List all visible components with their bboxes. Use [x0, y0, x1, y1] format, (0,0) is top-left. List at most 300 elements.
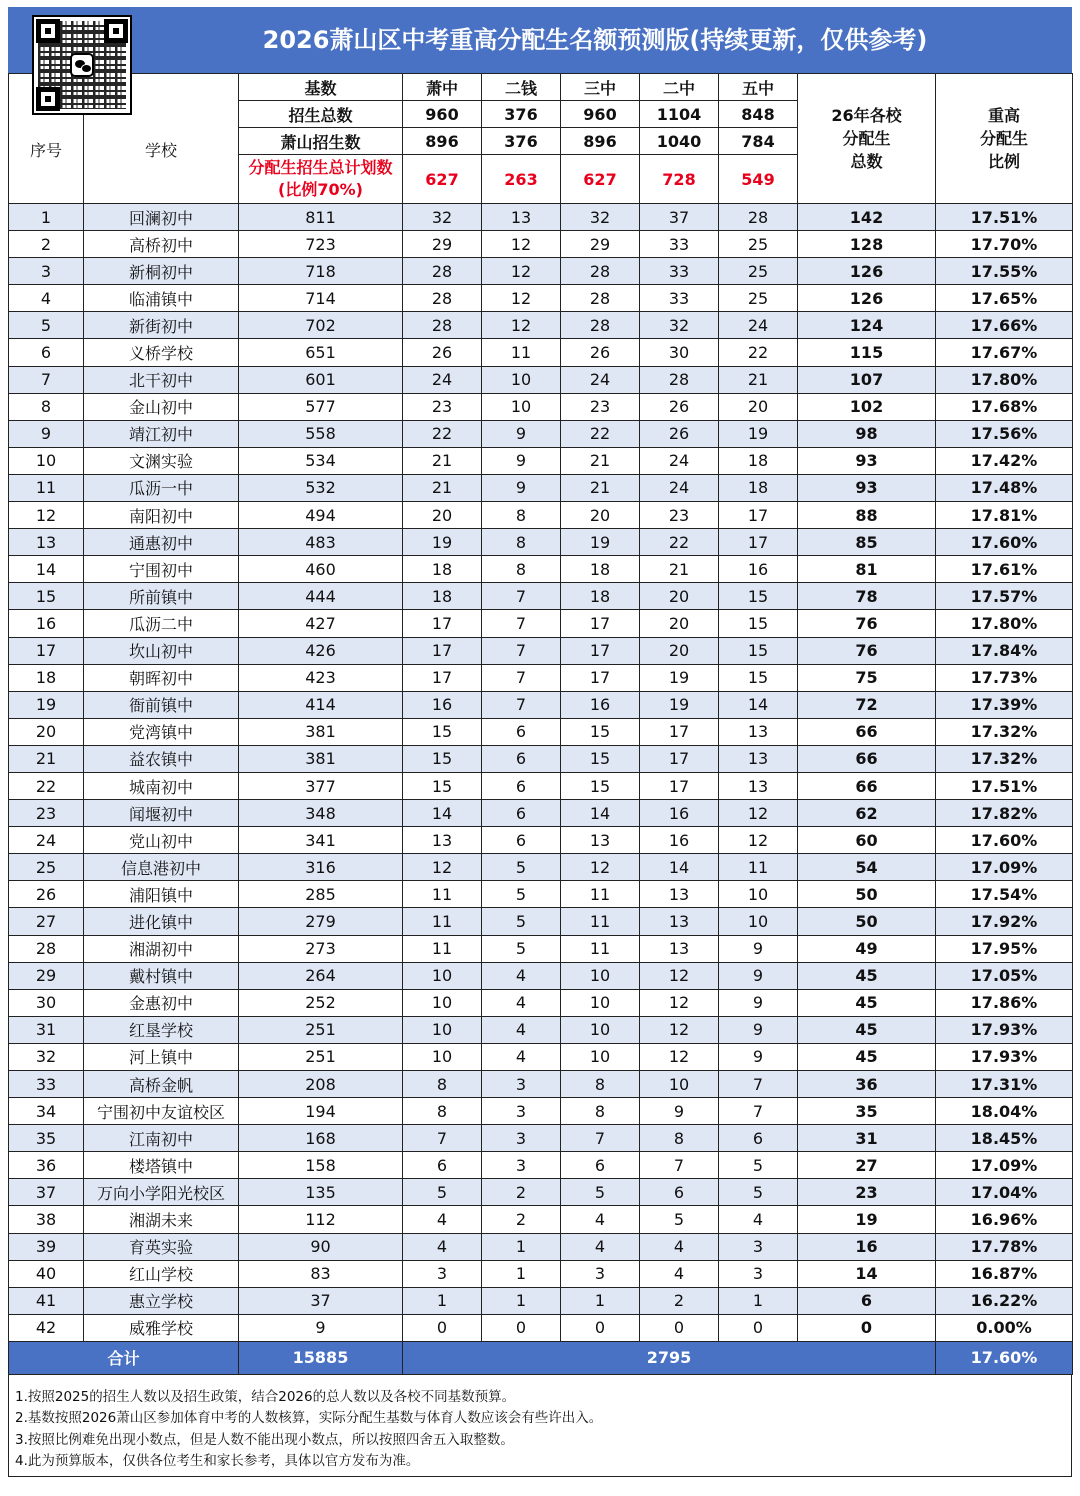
quota-cell: 15	[561, 772, 640, 799]
base-count: 90	[239, 1233, 403, 1260]
quota-table	[8, 73, 1073, 1375]
school-ratio: 17.68%	[936, 393, 1073, 420]
school-name: 威雅学校	[84, 1314, 239, 1341]
quota-cell: 17	[719, 529, 798, 556]
quota-cell: 19	[640, 691, 719, 718]
base-count: 279	[239, 908, 403, 935]
quota-cell: 12	[719, 800, 798, 827]
school-total: 124	[798, 312, 936, 339]
school-name: 江南初中	[84, 1125, 239, 1152]
quota-cell: 8	[561, 1098, 640, 1125]
school-total: 0	[798, 1314, 936, 1341]
note-line: 4.此为预算版本，仅供各位考生和家长参考，具体以官方发布为准。	[15, 1453, 420, 1470]
quota-cell: 4	[403, 1206, 482, 1233]
row-number: 33	[9, 1071, 84, 1098]
base-count: 264	[239, 962, 403, 989]
row-number: 40	[9, 1260, 84, 1287]
table-row	[9, 1098, 1073, 1125]
quota-cell: 17	[561, 610, 640, 637]
row-number: 37	[9, 1179, 84, 1206]
school-header-2: 三中	[561, 74, 640, 101]
base-count: 251	[239, 1043, 403, 1070]
quota-cell: 5	[640, 1206, 719, 1233]
quota-cell: 16	[640, 800, 719, 827]
school-total: 76	[798, 610, 936, 637]
table-row	[9, 691, 1073, 718]
quota-cell: 12	[482, 231, 561, 258]
school-name: 衙前镇中	[84, 691, 239, 718]
school-ratio: 17.31%	[936, 1071, 1073, 1098]
quota-cell: 4	[561, 1233, 640, 1260]
row-number: 28	[9, 935, 84, 962]
quota-cell: 9	[719, 1043, 798, 1070]
quota-cell: 2	[482, 1206, 561, 1233]
quota-cell: 5	[482, 935, 561, 962]
quota-cell: 5	[482, 854, 561, 881]
school-ratio: 17.81%	[936, 502, 1073, 529]
school-name: 红山学校	[84, 1260, 239, 1287]
quota-cell: 22	[403, 420, 482, 447]
quota-cell: 19	[403, 529, 482, 556]
quota-cell: 20	[719, 393, 798, 420]
row-number: 41	[9, 1287, 84, 1314]
plan-value: 263	[482, 155, 561, 204]
base-count: 381	[239, 745, 403, 772]
table-row	[9, 1125, 1073, 1152]
school-name: 北干初中	[84, 366, 239, 393]
table-row	[9, 204, 1073, 231]
school-name: 浦阳镇中	[84, 881, 239, 908]
school-ratio: 16.87%	[936, 1260, 1073, 1287]
quota-cell: 11	[561, 935, 640, 962]
row-number: 22	[9, 772, 84, 799]
quota-cell: 28	[403, 285, 482, 312]
school-name: 通惠初中	[84, 529, 239, 556]
quota-cell: 18	[403, 556, 482, 583]
quota-cell: 24	[719, 312, 798, 339]
school-total: 50	[798, 908, 936, 935]
row-number: 23	[9, 800, 84, 827]
school-total: 81	[798, 556, 936, 583]
quota-cell: 28	[403, 258, 482, 285]
summary-total: 2795	[403, 1341, 936, 1374]
school-ratio: 17.93%	[936, 1016, 1073, 1043]
quota-cell: 17	[640, 718, 719, 745]
quota-cell: 20	[403, 502, 482, 529]
quota-cell: 7	[482, 691, 561, 718]
school-name: 临浦镇中	[84, 285, 239, 312]
quota-cell: 19	[561, 529, 640, 556]
quota-cell: 11	[719, 854, 798, 881]
base-count: 714	[239, 285, 403, 312]
table-header	[9, 74, 1073, 204]
table-row	[9, 1016, 1073, 1043]
quota-cell: 6	[482, 745, 561, 772]
plan-value: 728	[640, 155, 719, 204]
school-total: 60	[798, 827, 936, 854]
quota-cell: 10	[719, 881, 798, 908]
base-count: 208	[239, 1071, 403, 1098]
quota-cell: 0	[640, 1314, 719, 1341]
quota-cell: 26	[403, 339, 482, 366]
row-number: 35	[9, 1125, 84, 1152]
quota-cell: 11	[403, 908, 482, 935]
quota-cell: 15	[403, 745, 482, 772]
quota-cell: 10	[403, 1016, 482, 1043]
quota-cell: 10	[561, 1016, 640, 1043]
quota-cell: 0	[482, 1314, 561, 1341]
table-row	[9, 772, 1073, 799]
school-ratio: 17.09%	[936, 854, 1073, 881]
quota-cell: 7	[719, 1098, 798, 1125]
quota-cell: 12	[482, 312, 561, 339]
quota-cell: 12	[640, 1043, 719, 1070]
qr-finder-icon	[36, 87, 60, 111]
base-count: 273	[239, 935, 403, 962]
row-number: 11	[9, 474, 84, 501]
quota-cell: 26	[640, 393, 719, 420]
quota-cell: 17	[561, 637, 640, 664]
quota-cell: 13	[561, 827, 640, 854]
qr-code-icon	[32, 15, 132, 115]
quota-cell: 13	[403, 827, 482, 854]
quota-cell: 21	[403, 447, 482, 474]
quota-cell: 25	[719, 285, 798, 312]
quota-cell: 9	[482, 474, 561, 501]
quota-cell: 7	[561, 1125, 640, 1152]
quota-cell: 9	[482, 447, 561, 474]
school-total: 50	[798, 881, 936, 908]
quota-cell: 14	[640, 854, 719, 881]
quota-cell: 4	[719, 1206, 798, 1233]
school-total: 78	[798, 583, 936, 610]
school-header-4: 五中	[719, 74, 798, 101]
quota-cell: 5	[482, 881, 561, 908]
plan-value: 549	[719, 155, 798, 204]
quota-cell: 8	[561, 1071, 640, 1098]
base-count: 811	[239, 204, 403, 231]
row-number: 7	[9, 366, 84, 393]
table-row	[9, 827, 1073, 854]
table-body	[9, 204, 1073, 1342]
school-name: 所前镇中	[84, 583, 239, 610]
row-number: 38	[9, 1206, 84, 1233]
school-ratio: 18.04%	[936, 1098, 1073, 1125]
quota-cell: 4	[482, 989, 561, 1016]
quota-cell: 12	[482, 285, 561, 312]
table-row	[9, 420, 1073, 447]
base-count: 534	[239, 447, 403, 474]
quota-cell: 10	[403, 989, 482, 1016]
school-name: 惠立学校	[84, 1287, 239, 1314]
school-ratio: 17.70%	[936, 231, 1073, 258]
quota-cell: 26	[561, 339, 640, 366]
quota-cell: 30	[640, 339, 719, 366]
quota-cell: 8	[482, 529, 561, 556]
quota-cell: 6	[403, 1152, 482, 1179]
quota-cell: 13	[640, 935, 719, 962]
quota-cell: 5	[719, 1152, 798, 1179]
school-header-3: 二中	[640, 74, 719, 101]
school-name: 回澜初中	[84, 204, 239, 231]
quota-cell: 3	[482, 1152, 561, 1179]
row-number: 39	[9, 1233, 84, 1260]
summary-base: 15885	[239, 1341, 403, 1374]
quota-cell: 16	[561, 691, 640, 718]
school-ratio: 17.80%	[936, 366, 1073, 393]
school-total: 54	[798, 854, 936, 881]
base-count: 723	[239, 231, 403, 258]
quota-cell: 17	[640, 745, 719, 772]
school-total: 14	[798, 1260, 936, 1287]
quota-cell: 19	[640, 664, 719, 691]
school-header-1: 二钱	[482, 74, 561, 101]
table-row	[9, 935, 1073, 962]
table-row	[9, 285, 1073, 312]
school-name: 宁围初中	[84, 556, 239, 583]
quota-cell: 8	[403, 1071, 482, 1098]
base-count: 414	[239, 691, 403, 718]
quota-cell: 16	[640, 827, 719, 854]
school-header-0: 萧中	[403, 74, 482, 101]
school-name: 益农镇中	[84, 745, 239, 772]
school-name: 党湾镇中	[84, 718, 239, 745]
quota-cell: 20	[640, 610, 719, 637]
base-count: 702	[239, 312, 403, 339]
school-ratio: 17.86%	[936, 989, 1073, 1016]
quota-cell: 18	[403, 583, 482, 610]
base-count: 251	[239, 1016, 403, 1043]
base-count: 316	[239, 854, 403, 881]
quota-cell: 4	[482, 1043, 561, 1070]
school-ratio: 17.42%	[936, 447, 1073, 474]
quota-cell: 6	[482, 827, 561, 854]
base-count: 426	[239, 637, 403, 664]
quota-cell: 16	[719, 556, 798, 583]
school-ratio: 17.48%	[936, 474, 1073, 501]
base-count: 341	[239, 827, 403, 854]
quota-cell: 18	[561, 556, 640, 583]
quota-cell: 24	[640, 474, 719, 501]
base-header: 基数	[239, 74, 403, 101]
table-row	[9, 474, 1073, 501]
quota-cell: 7	[482, 610, 561, 637]
school-total: 45	[798, 1016, 936, 1043]
row-number: 18	[9, 664, 84, 691]
quota-cell: 0	[561, 1314, 640, 1341]
quota-cell: 0	[719, 1314, 798, 1341]
school-name: 宁围初中友谊校区	[84, 1098, 239, 1125]
school-total: 49	[798, 935, 936, 962]
school-name: 高桥金帆	[84, 1071, 239, 1098]
school-total: 107	[798, 366, 936, 393]
quota-cell: 5	[719, 1179, 798, 1206]
row-number: 26	[9, 881, 84, 908]
quota-cell: 13	[482, 204, 561, 231]
table-row	[9, 447, 1073, 474]
school-name: 金山初中	[84, 393, 239, 420]
quota-cell: 3	[719, 1233, 798, 1260]
quota-cell: 13	[719, 772, 798, 799]
base-count: 348	[239, 800, 403, 827]
school-ratio: 17.32%	[936, 745, 1073, 772]
school-total: 93	[798, 447, 936, 474]
quota-cell: 32	[640, 312, 719, 339]
row-number: 32	[9, 1043, 84, 1070]
school-name: 河上镇中	[84, 1043, 239, 1070]
school-ratio: 16.96%	[936, 1206, 1073, 1233]
quota-cell: 21	[640, 556, 719, 583]
summary-row	[9, 1341, 1073, 1374]
base-count: 377	[239, 772, 403, 799]
base-count: 494	[239, 502, 403, 529]
school-name: 戴村镇中	[84, 962, 239, 989]
school-total: 93	[798, 474, 936, 501]
quota-cell: 10	[640, 1071, 719, 1098]
quota-cell: 26	[640, 420, 719, 447]
quota-cell: 29	[403, 231, 482, 258]
row-number: 20	[9, 718, 84, 745]
quota-cell: 21	[561, 474, 640, 501]
quota-cell: 16	[403, 691, 482, 718]
school-name: 城南初中	[84, 772, 239, 799]
base-count: 194	[239, 1098, 403, 1125]
quota-cell: 9	[719, 962, 798, 989]
row-number: 16	[9, 610, 84, 637]
quota-cell: 11	[482, 339, 561, 366]
row-number: 27	[9, 908, 84, 935]
row-number: 15	[9, 583, 84, 610]
quota-cell: 8	[482, 556, 561, 583]
quota-cell: 14	[561, 800, 640, 827]
quota-cell: 23	[561, 393, 640, 420]
quota-cell: 11	[561, 908, 640, 935]
quota-cell: 20	[640, 637, 719, 664]
quota-cell: 8	[640, 1125, 719, 1152]
school-ratio: 17.95%	[936, 935, 1073, 962]
quota-cell: 22	[640, 529, 719, 556]
quota-cell: 13	[640, 881, 719, 908]
base-count: 718	[239, 258, 403, 285]
school-total: 75	[798, 664, 936, 691]
school-ratio: 18.45%	[936, 1125, 1073, 1152]
quota-cell: 3	[403, 1260, 482, 1287]
quota-cell: 12	[640, 1016, 719, 1043]
school-total: 66	[798, 718, 936, 745]
base-count: 285	[239, 881, 403, 908]
base-count: 532	[239, 474, 403, 501]
quota-cell: 8	[403, 1098, 482, 1125]
quota-cell: 1	[482, 1287, 561, 1314]
quota-cell: 19	[719, 420, 798, 447]
row-number: 1	[9, 204, 84, 231]
school-total: 45	[798, 962, 936, 989]
quota-cell: 28	[403, 312, 482, 339]
quota-cell: 13	[719, 745, 798, 772]
school-total: 19	[798, 1206, 936, 1233]
row-number: 4	[9, 285, 84, 312]
quota-cell: 21	[719, 366, 798, 393]
quota-cell: 7	[403, 1125, 482, 1152]
table-row	[9, 800, 1073, 827]
school-ratio: 17.04%	[936, 1179, 1073, 1206]
row-number: 31	[9, 1016, 84, 1043]
school-name: 南阳初中	[84, 502, 239, 529]
school-ratio: 0.00%	[936, 1314, 1073, 1341]
quota-cell: 1	[482, 1260, 561, 1287]
quota-cell: 12	[561, 854, 640, 881]
school-name: 红垦学校	[84, 1016, 239, 1043]
qr-finder-icon	[36, 19, 60, 43]
school-total: 36	[798, 1071, 936, 1098]
base-count: 558	[239, 420, 403, 447]
summary-label: 合计	[9, 1341, 239, 1374]
quota-cell: 11	[561, 881, 640, 908]
school-ratio: 17.51%	[936, 204, 1073, 231]
quota-cell: 4	[482, 1016, 561, 1043]
school-total: 76	[798, 637, 936, 664]
quota-cell: 15	[403, 772, 482, 799]
qr-finder-icon	[104, 19, 128, 43]
school-name: 朝晖初中	[84, 664, 239, 691]
school-total: 115	[798, 339, 936, 366]
table-row	[9, 637, 1073, 664]
school-name: 湘湖初中	[84, 935, 239, 962]
base-count: 252	[239, 989, 403, 1016]
quota-cell: 2	[482, 1179, 561, 1206]
row-number: 12	[9, 502, 84, 529]
quota-cell: 28	[561, 258, 640, 285]
base-count: 135	[239, 1179, 403, 1206]
school-name: 瓜沥二中	[84, 610, 239, 637]
base-count: 112	[239, 1206, 403, 1233]
quota-cell: 6	[482, 718, 561, 745]
school-total: 126	[798, 258, 936, 285]
quota-cell: 37	[640, 204, 719, 231]
plan-value: 627	[403, 155, 482, 204]
quota-cell: 18	[561, 583, 640, 610]
quota-cell: 12	[640, 989, 719, 1016]
school-total: 27	[798, 1152, 936, 1179]
table-row	[9, 529, 1073, 556]
quota-cell: 28	[561, 312, 640, 339]
quota-cell: 4	[482, 962, 561, 989]
school-name: 义桥学校	[84, 339, 239, 366]
table-row	[9, 1152, 1073, 1179]
quota-cell: 6	[719, 1125, 798, 1152]
notes	[8, 1375, 1072, 1477]
xs-enroll-value: 896	[561, 128, 640, 155]
base-count: 158	[239, 1152, 403, 1179]
quota-cell: 1	[482, 1233, 561, 1260]
quota-cell: 21	[403, 474, 482, 501]
quota-cell: 12	[403, 854, 482, 881]
base-count: 168	[239, 1125, 403, 1152]
school-total: 142	[798, 204, 936, 231]
school-ratio: 17.05%	[936, 962, 1073, 989]
xs-enroll-value: 1040	[640, 128, 719, 155]
quota-cell: 28	[561, 285, 640, 312]
school-total: 62	[798, 800, 936, 827]
table-row	[9, 1260, 1073, 1287]
table-row	[9, 1233, 1073, 1260]
school-name: 信息港初中	[84, 854, 239, 881]
quota-cell: 10	[482, 393, 561, 420]
school-name: 闻堰初中	[84, 800, 239, 827]
row-number: 42	[9, 1314, 84, 1341]
school-total: 85	[798, 529, 936, 556]
quota-cell: 5	[403, 1179, 482, 1206]
